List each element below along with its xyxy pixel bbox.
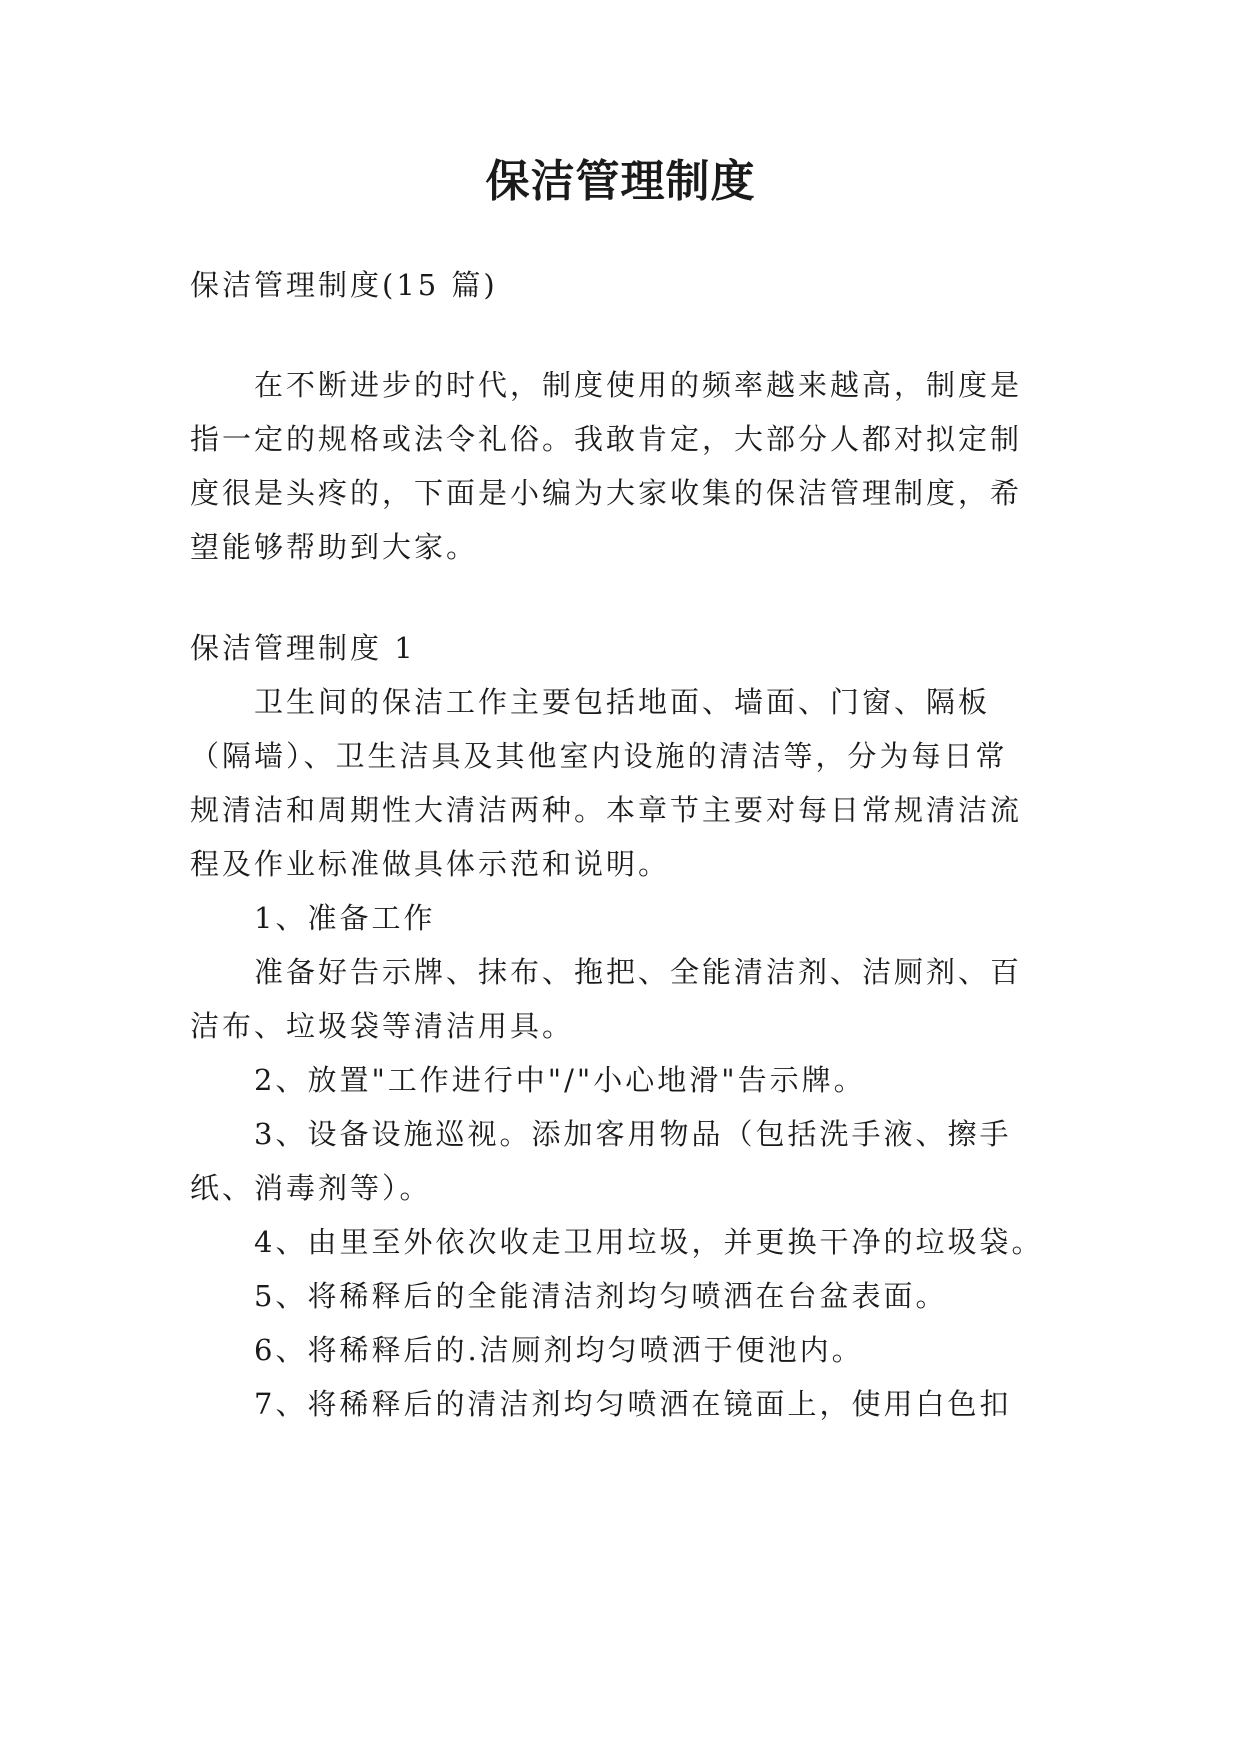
intro-line: 指一定的规格或法令礼俗。我敢肯定，大部分人都对拟定制 <box>190 422 1023 456</box>
intro-line: 度很是头疼的，下面是小编为大家收集的保洁管理制度，希 <box>190 476 1023 510</box>
body-line: （隔墙）、卫生洁具及其他室内设施的清洁等，分为每日常 <box>190 739 1008 773</box>
document-subtitle: 保洁管理制度(15 篇) <box>190 268 498 302</box>
body-line: 6、将稀释后的.洁厕剂均匀喷洒于便池内。 <box>254 1333 864 1367</box>
intro-line: 在不断进步的时代，制度使用的频率越来越高，制度是 <box>254 368 1023 402</box>
body-line: 4、由里至外依次收走卫用垃圾，并更换干净的垃圾袋。 <box>254 1225 1044 1259</box>
body-line: 规清洁和周期性大清洁两种。本章节主要对每日常规清洁流 <box>190 793 1023 827</box>
body-line: 准备好告示牌、抹布、拖把、全能清洁剂、洁厕剂、百 <box>254 955 1023 989</box>
intro-line: 望能够帮助到大家。 <box>190 530 479 564</box>
body-line: 2、放置"工作进行中"/"小心地滑"告示牌。 <box>254 1063 866 1097</box>
body-line: 洁布、垃圾袋等清洁用具。 <box>190 1009 575 1043</box>
section-heading: 保洁管理制度 1 <box>190 631 416 665</box>
body-line: 3、设备设施巡视。添加客用物品（包括洗手液、擦手 <box>254 1117 1012 1151</box>
document-title: 保洁管理制度 <box>485 156 756 207</box>
body-line: 5、将稀释后的全能清洁剂均匀喷洒在台盆表面。 <box>254 1279 948 1313</box>
body-line: 7、将稀释后的清洁剂均匀喷洒在镜面上，使用白色扣 <box>254 1387 1012 1421</box>
body-line: 卫生间的保洁工作主要包括地面、墙面、门窗、隔板 <box>254 685 991 719</box>
body-line: 纸、消毒剂等）。 <box>190 1171 432 1205</box>
body-line: 1、准备工作 <box>254 901 436 935</box>
body-line: 程及作业标准做具体示范和说明。 <box>190 847 671 881</box>
